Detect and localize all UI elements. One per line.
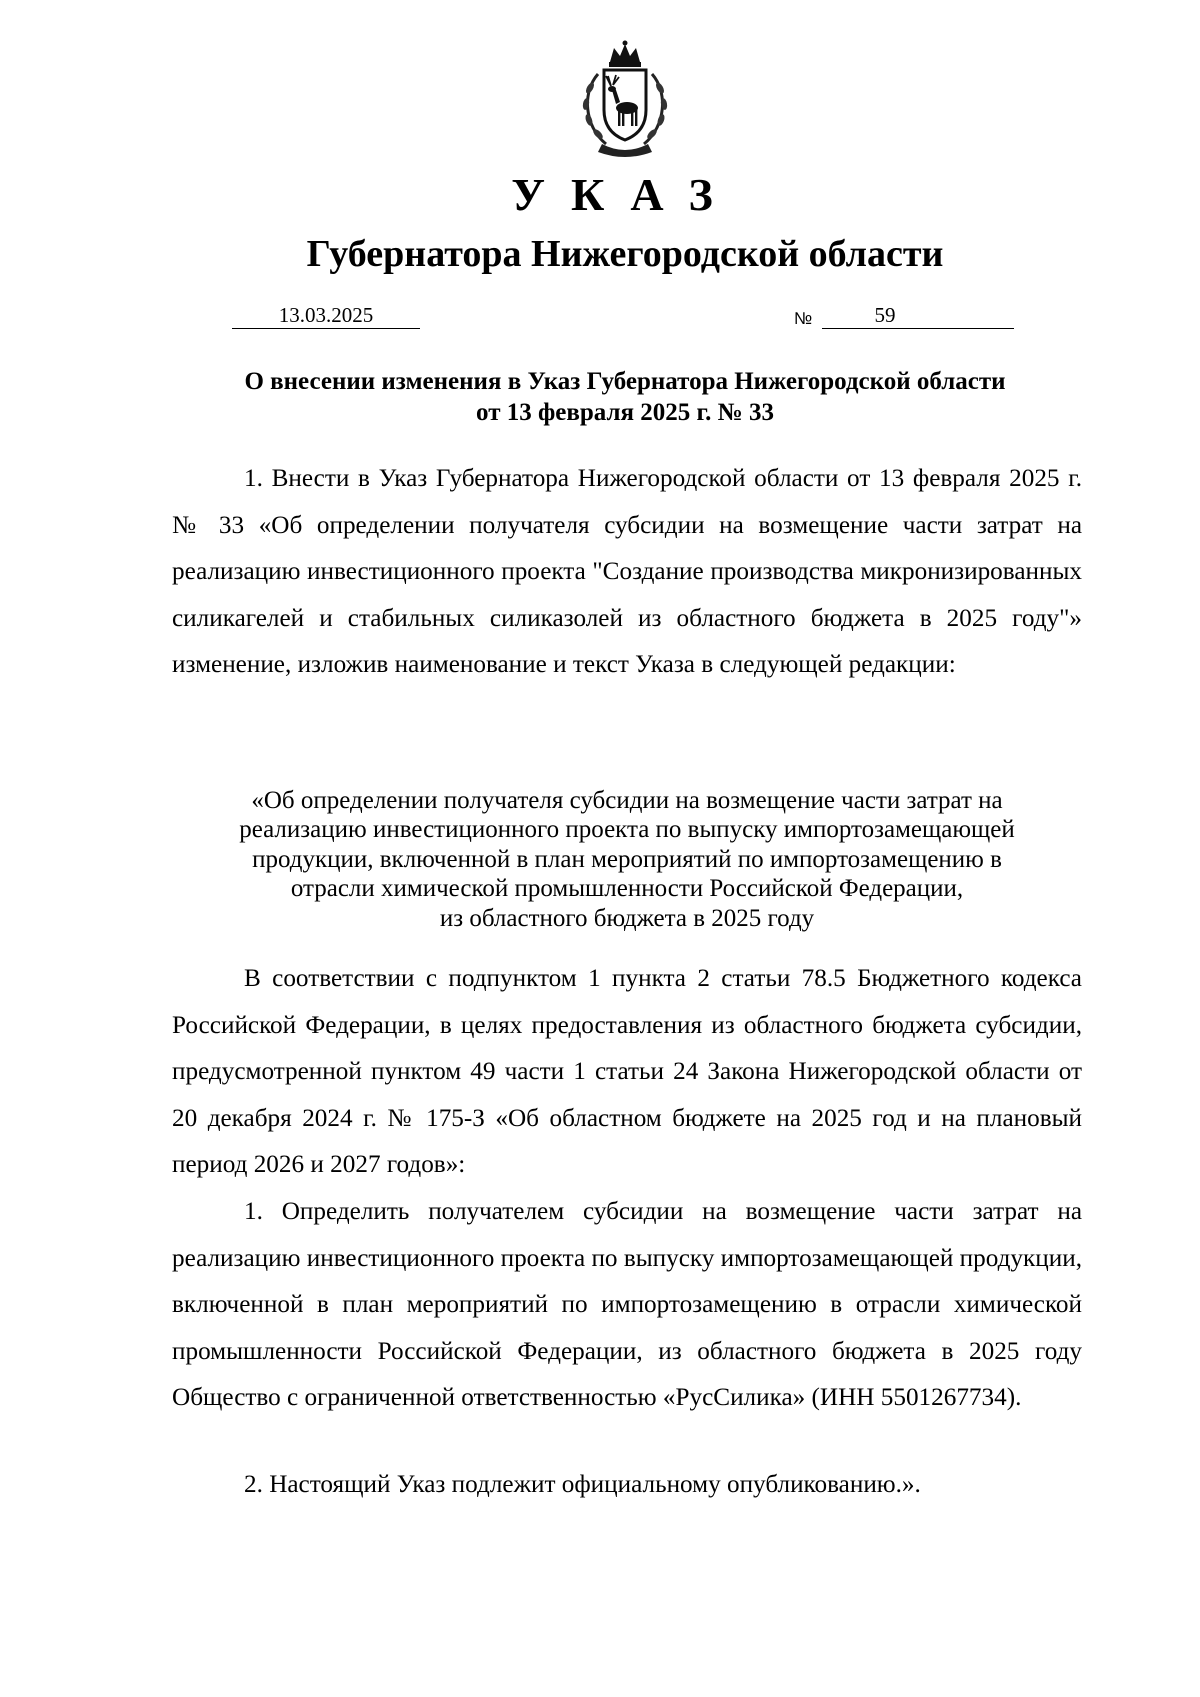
new-title-block xyxy=(172,786,1082,933)
clause-2-paragraph: 2. Настоящий Указ подлежит официальному опубликованию.». xyxy=(244,1471,921,1498)
number-sign: № xyxy=(794,309,813,328)
new-title-line: продукции, включенной в план мероприятий по импортозамещению в xyxy=(252,845,1002,873)
document-date-field xyxy=(232,302,420,329)
preamble-paragraph: В соответствии с подпунктом 1 пункта 2 статьи 78.5 Бюджетного кодекса Российской Федерации, в целях предоставления из областного бюджета субсидии, предусмотренной пунктом 49 части 1 статьи 24 Закона Нижегородской области от 20 декабря 2024 г. № 175-З «Об областном бюджете на 2025 год и на плановый период 2026 и 2027 годов»: xyxy=(172,965,1082,1179)
clause-1-paragraph: 1. Определить получателем субсидии на возмещение части затрат на реализацию инвестиционного проекта по выпуску импортозамещающей продукции, включенной в план мероприятий по импортозамещению в отрасли химической промышленности Российской Федерации, из областного бюджета в 2025 году Общество с ограниченной ответственностью «РусСилика» (ИНН 5501267734). xyxy=(172,1198,1082,1412)
document-heading: О внесении изменения в Указ Губернатора Нижегородской области от 13 февраля 2025 г. № 33 xyxy=(244,368,1006,426)
new-title-line: «Об определении получателя субсидии на возмещение части затрат на xyxy=(251,787,1003,814)
amendment-paragraph: 1. Внести в Указ Губернатора Нижегородской области от 13 февраля 2025 г. № 33 «Об определении получателя субсидии на возмещение части затрат на реализацию инвестиционного проекта "Создание производства микронизированных силикагелей и стабильных силиказолей из областного бюджета в 2025 году"» изменение, изложив наименование и текст Указа в следующей редакции: xyxy=(172,465,1082,679)
new-title-line: отрасли химической промышленности Российской Федерации, xyxy=(290,875,964,903)
new-title-line: реализацию инвестиционного проекта по выпуску импортозамещающей xyxy=(239,816,1015,844)
document-number: 59 xyxy=(874,303,896,327)
issuing-authority: Губернатора Нижегородской области xyxy=(306,233,944,275)
document-date: 13.03.2025 xyxy=(278,303,374,327)
new-title-line: из областного бюджета в 2025 году xyxy=(439,904,815,932)
coat-of-arms-emblem xyxy=(572,40,678,158)
document-type-title: УКАЗ xyxy=(511,169,739,220)
document-number-field xyxy=(822,302,1014,329)
